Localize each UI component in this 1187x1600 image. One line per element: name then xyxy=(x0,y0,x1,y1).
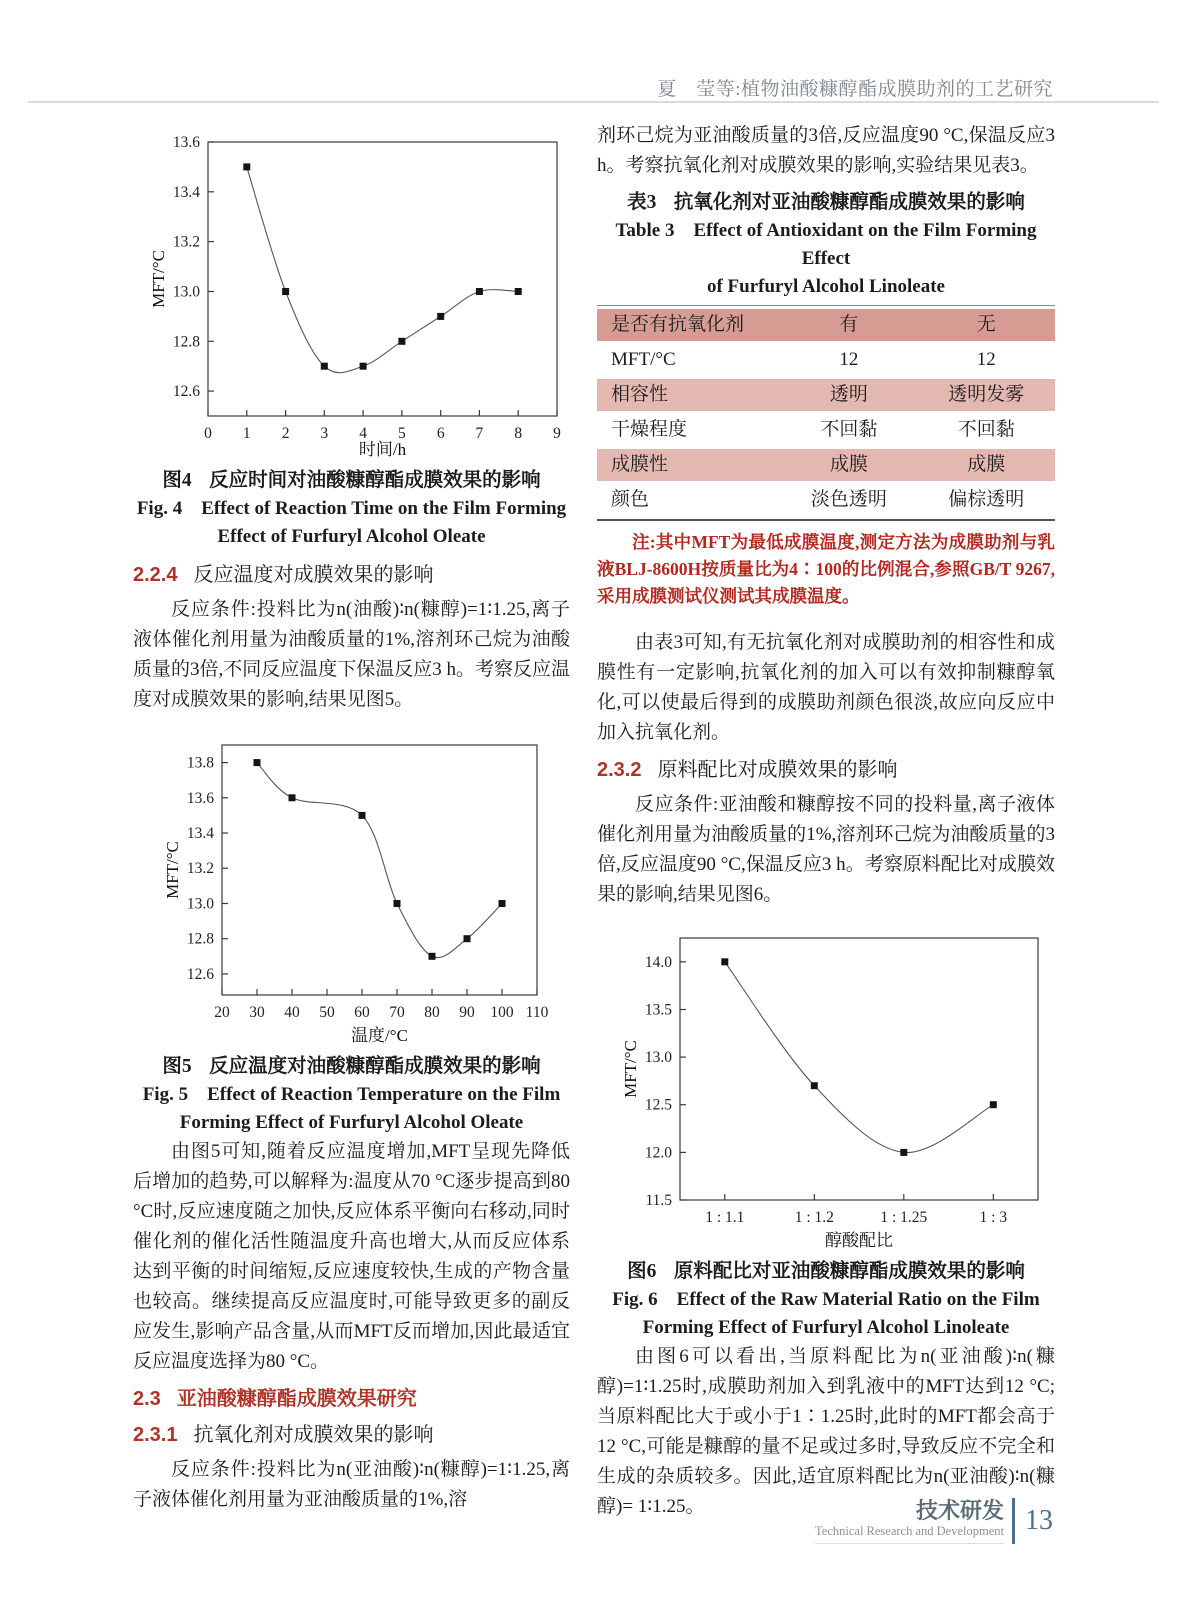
figure5-label: 图5 xyxy=(162,1056,192,1077)
paragraph-figure5-discussion: 由图5可知,随着反应温度增加,MFT呈现先降低后增加的趋势,可以解释为:温度从70 °C逐步提高到80 °C时,反应速度随之加快,反应体系平衡向右移动,同时催化剂的催化活性随温度升高也增大,从而反应体系达到平衡的时间缩短,反应速度较快,生成的产物含量也较高。继续提高反应温度时,可能导致更多的副反应发生,影响产品含量,从而MFT反而增加,因此最适宜反应温度选择为80 °C。 xyxy=(133,1141,570,1372)
paragraph-reaction-conditions-232: 反应条件:亚油酸和糠醇按不同的投料量,离子液体催化剂用量为油酸质量的1%,溶剂环己烷为油酸质量的3倍,反应温度90 °C,保温反应3 h。考察原料配比对成膜效果的影响,结果见图6。 xyxy=(597,793,1055,905)
figure5-caption-en-2: Forming Effect of Furfuryl Alcohol Oleate xyxy=(179,1112,524,1133)
figure5-caption-en-1: Fig. 5 Effect of Reaction Temperature on the Film xyxy=(142,1084,561,1105)
header-rule xyxy=(28,101,1159,103)
figure4-caption-cn xyxy=(133,467,570,495)
svg-text:13.4: 13.4 xyxy=(186,825,214,842)
svg-text:80: 80 xyxy=(424,1004,440,1021)
table3-label: 表3 xyxy=(627,192,657,213)
svg-text:12.6: 12.6 xyxy=(172,383,200,401)
svg-text:1 : 1.1: 1 : 1.1 xyxy=(705,1208,745,1226)
figure6-chart xyxy=(597,920,1055,1252)
table3-title: 抗氧化剂对亚油酸糠醇酯成膜效果的影响 xyxy=(673,192,1025,213)
figure5-chart xyxy=(133,727,570,1047)
svg-text:40: 40 xyxy=(284,1004,300,1021)
table3 xyxy=(597,305,1055,521)
svg-text:9: 9 xyxy=(553,425,561,442)
table-row: 干燥程度 不回黏 不回黏 xyxy=(611,419,1015,440)
svg-text:11.5: 11.5 xyxy=(645,1191,672,1209)
svg-text:MFT/°C: MFT/°C xyxy=(163,841,182,899)
footer-divider-bar xyxy=(1012,1498,1015,1544)
svg-text:4: 4 xyxy=(359,425,367,442)
figure4-chart xyxy=(133,126,570,461)
svg-text:60: 60 xyxy=(354,1004,370,1021)
figure6-caption-en-2: Forming Effect of Furfuryl Alcohol Linoleate xyxy=(642,1316,1010,1338)
footer-section-en: Technical Research and Development xyxy=(815,1523,1004,1538)
svg-text:8: 8 xyxy=(514,425,523,442)
section-2-3-1 xyxy=(133,1421,570,1449)
svg-text:13.4: 13.4 xyxy=(172,183,200,201)
table-row: 颜色 淡色透明 偏棕透明 xyxy=(611,489,1025,510)
svg-text:100: 100 xyxy=(490,1004,514,1021)
svg-text:20: 20 xyxy=(214,1004,230,1021)
svg-text:12.0: 12.0 xyxy=(644,1143,672,1161)
figure5-title: 反应温度对油酸糠醇酯成膜效果的影响 xyxy=(209,1056,541,1077)
figure4-title: 反应时间对油酸糠醇酯成膜效果的影响 xyxy=(209,470,541,491)
svg-text:14.0: 14.0 xyxy=(644,953,672,971)
section-2-3 xyxy=(133,1385,570,1413)
left-column xyxy=(133,126,570,1515)
svg-text:13.0: 13.0 xyxy=(172,283,200,301)
svg-text:13.6: 13.6 xyxy=(172,134,200,151)
section-2-3-1-number: 2.3.1 xyxy=(133,1424,178,1446)
svg-text:90: 90 xyxy=(459,1004,475,1021)
svg-text:13.0: 13.0 xyxy=(644,1048,672,1066)
svg-text:13.0: 13.0 xyxy=(186,895,214,913)
svg-text:1 : 3: 1 : 3 xyxy=(979,1208,1008,1226)
svg-text:13.8: 13.8 xyxy=(186,754,214,772)
svg-text:1: 1 xyxy=(242,425,251,442)
figure4-caption-en-1: Fig. 4 Effect of Reaction Time on the Film Forming xyxy=(136,498,567,519)
figure6-caption-cn xyxy=(597,1258,1055,1286)
section-2-3-2-number: 2.3.2 xyxy=(597,758,642,781)
figure4-label: 图4 xyxy=(162,470,192,491)
table3-note: 注:其中MFT为最低成膜温度,测定方法为成膜助剂与乳液BLJ-8600H按质量比为4∶100的比例混合,参照GB/T 9267,采用成膜测试仪测试其成膜温度。 xyxy=(597,532,1055,606)
svg-text:3: 3 xyxy=(320,425,329,442)
running-head: 夏 莹等:植物油酸糠醇酯成膜助剂的工艺研究 xyxy=(657,79,1053,100)
table3-caption-cn xyxy=(597,189,1055,217)
svg-text:50: 50 xyxy=(319,1004,335,1021)
svg-text:时间/h: 时间/h xyxy=(358,440,407,459)
figure6-title: 原料配比对亚油酸糠醇酯成膜效果的影响 xyxy=(673,1260,1025,1282)
svg-text:12.8: 12.8 xyxy=(186,930,214,948)
figure6-caption-en-1: Fig. 6 Effect of the Raw Material Ratio on the Film xyxy=(612,1288,1040,1310)
figure5-caption-cn xyxy=(133,1053,570,1081)
table-row: 是否有抗氧化剂 有 无 xyxy=(597,309,1055,341)
svg-text:1 : 1.2: 1 : 1.2 xyxy=(794,1208,834,1226)
svg-text:MFT/°C: MFT/°C xyxy=(149,250,168,308)
svg-text:13.6: 13.6 xyxy=(186,789,214,807)
page-footer xyxy=(815,1498,1053,1544)
svg-text:2: 2 xyxy=(281,425,290,442)
paragraph-table3-discussion: 由表3可知,有无抗氧化剂对成膜助剂的相容性和成膜性有一定影响,抗氧化剂的加入可以有效抑制糠醇氧化,可以使最后得到的成膜助剂颜色很淡,故应向反应中加入抗氧化剂。 xyxy=(597,631,1055,743)
section-2-3-2 xyxy=(597,756,1055,784)
section-2-3-2-title: 原料配比对成膜效果的影响 xyxy=(657,758,898,781)
svg-text:5: 5 xyxy=(398,425,406,442)
paragraph-231-continued: 剂环己烷为亚油酸质量的3倍,反应温度90 °C,保温反应3 h。考察抗氧化剂对成膜效果的影响,实验结果见表3。 xyxy=(597,125,1055,176)
footer-section xyxy=(815,1499,1004,1544)
svg-text:7: 7 xyxy=(475,425,484,442)
section-2-3-1-title: 抗氧化剂对成膜效果的影响 xyxy=(193,1424,434,1446)
svg-text:1 : 1.25: 1 : 1.25 xyxy=(880,1208,928,1226)
section-2-2-4 xyxy=(133,561,570,589)
paragraph-reaction-conditions-231: 反应条件:投料比为n(亚油酸)∶n(糠醇)=1∶1.25,离子液体催化剂用量为亚油酸质量的1%,溶 xyxy=(133,1459,570,1510)
table-row: 相容性 透明 透明发雾 xyxy=(597,379,1055,411)
section-2-2-4-title: 反应温度对成膜效果的影响 xyxy=(193,564,434,586)
table-row: 成膜性 成膜 成膜 xyxy=(597,449,1055,481)
svg-text:12.8: 12.8 xyxy=(172,333,200,351)
footer-section-cn: 技术研发 xyxy=(915,1497,1004,1523)
svg-text:70: 70 xyxy=(389,1004,405,1021)
svg-text:13.2: 13.2 xyxy=(172,233,200,251)
svg-text:6: 6 xyxy=(436,425,445,442)
svg-text:30: 30 xyxy=(249,1004,265,1021)
paragraph-figure6-discussion: 由图6可以看出,当原料配比为n(亚油酸)∶n(糠醇)=1∶1.25时,成膜助剂加入到乳液中的MFT达到12 °C;当原料配比大于或小于1∶1.25时,此时的MFT都会高于12 °C,可能是糠醇的量不足或过多时,导致反应不完全和生成的杂质较多。因此,适宜原料配比为n(亚油酸)∶n(糠醇)= 1∶1.25。 xyxy=(597,1345,1055,1517)
table-row: MFT/°C 12 12 xyxy=(611,349,996,370)
right-column xyxy=(597,121,1055,1522)
section-2-3-number: 2.3 xyxy=(133,1388,161,1410)
svg-text:12.6: 12.6 xyxy=(186,965,214,983)
svg-text:温度/°C: 温度/°C xyxy=(351,1026,408,1045)
section-2-2-4-number: 2.2.4 xyxy=(133,564,178,586)
table3-caption-en-2: of Furfuryl Alcohol Linoleate xyxy=(706,276,945,297)
figure6-label: 图6 xyxy=(627,1260,657,1282)
table3-caption-en-1: Table 3 Effect of Antioxidant on the Film Forming Effect xyxy=(615,220,1037,269)
svg-text:13.2: 13.2 xyxy=(186,860,214,878)
svg-text:醇酸配比: 醇酸配比 xyxy=(825,1230,893,1250)
figure4-caption-en-2: Effect of Furfuryl Alcohol Oleate xyxy=(217,526,486,547)
paragraph-reaction-conditions-224: 反应条件:投料比为n(油酸)∶n(糠醇)=1∶1.25,离子液体催化剂用量为油酸质量的1%,溶剂环己烷为油酸质量的3倍,不同反应温度下保温反应3 h。考察反应温度对成膜效果的影响,结果见图5。 xyxy=(133,599,571,710)
svg-text:110: 110 xyxy=(525,1004,549,1021)
svg-text:MFT/°C: MFT/°C xyxy=(621,1039,640,1098)
svg-text:13.5: 13.5 xyxy=(644,1001,672,1018)
svg-text:12.5: 12.5 xyxy=(644,1096,672,1114)
table3-body xyxy=(597,309,1055,516)
section-2-3-title: 亚油酸糠醇酯成膜效果研究 xyxy=(176,1388,417,1410)
page-number: 13 xyxy=(1025,1505,1053,1536)
svg-text:0: 0 xyxy=(204,425,212,442)
